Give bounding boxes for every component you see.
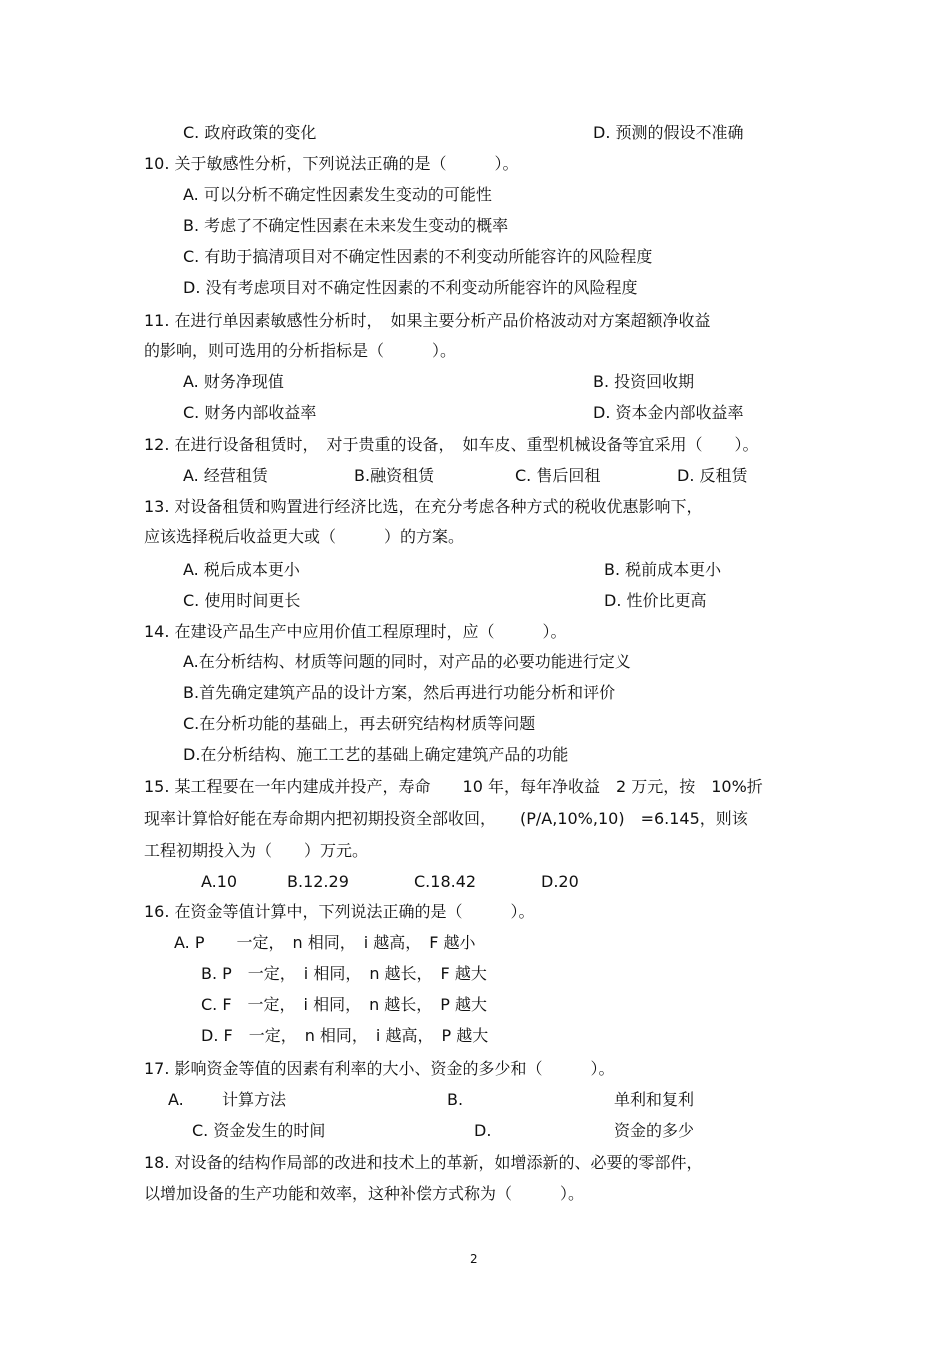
q10-option-a: A. 可以分析不确定性因素发生变动的可能性 (183, 185, 492, 204)
q13-stem-line2: 应该选择税后收益更大或（ ）的方案。 (144, 527, 465, 546)
q12-option-b: B.融资租赁 (354, 466, 435, 485)
q9-option-c: C. 政府政策的变化 (183, 123, 317, 142)
q10-option-b: B. 考虑了不确定性因素在未来发生变动的概率 (183, 216, 509, 235)
q17-option-b-text: 单利和复利 (614, 1090, 695, 1109)
q17-option-b-letter: B. (447, 1090, 464, 1109)
q16-option-b: B. P 一定， i 相同， n 越长， F 越大 (201, 964, 487, 983)
q17-option-a-letter: A. (168, 1090, 184, 1109)
q14-option-c: C.在分析功能的基础上，再去研究结构材质等问题 (183, 714, 536, 733)
page-number: 2 (470, 1252, 478, 1266)
q15-option-d: D.20 (541, 872, 579, 891)
q15-option-c: C.18.42 (414, 872, 477, 891)
q15-stem-line2: 现率计算恰好能在寿命期内把初期投资全部收回， (P/A,10%,10) =6.145，则该 (144, 809, 748, 828)
q12-option-c: C. 售后回租 (515, 466, 601, 485)
q9-option-d: D. 预测的假设不准确 (593, 123, 744, 142)
q12-option-d: D. 反租赁 (677, 466, 748, 485)
q16-option-d: D. F 一定， n 相同， i 越高， P 越大 (201, 1026, 489, 1045)
q10-option-d: D. 没有考虑项目对不确定性因素的不利变动所能容许的风险程度 (183, 278, 638, 297)
q15-option-b: B.12.29 (287, 872, 349, 891)
q15-stem-line3: 工程初期投入为（ ）万元。 (144, 841, 369, 860)
q13-option-a: A. 税后成本更小 (183, 560, 300, 579)
q13-option-b: B. 税前成本更小 (604, 560, 722, 579)
q12-option-a: A. 经营租赁 (183, 466, 268, 485)
q17-stem: 17. 影响资金等值的因素有利率的大小、资金的多少和（ ）。 (144, 1059, 615, 1078)
q18-stem-line1: 18. 对设备的结构作局部的改进和技术上的革新，如增添新的、必要的零部件， (144, 1153, 703, 1172)
q13-option-d: D. 性价比更高 (604, 591, 707, 610)
q14-option-b: B.首先确定建筑产品的设计方案，然后再进行功能分析和评价 (183, 683, 616, 702)
q11-stem-line2: 的影响，则可选用的分析指标是（ ）。 (144, 341, 457, 360)
q16-stem: 16. 在资金等值计算中，下列说法正确的是（ ）。 (144, 902, 535, 921)
q14-option-d: D.在分析结构、施工工艺的基础上确定建筑产品的功能 (183, 745, 569, 764)
q12-stem: 12. 在进行设备租赁时， 对于贵重的设备， 如车皮、重型机械设备等宜采用（ ）。 (144, 435, 759, 454)
q13-option-c: C. 使用时间更长 (183, 591, 301, 610)
q16-option-c: C. F 一定， i 相同， n 越长， P 越大 (201, 995, 488, 1014)
q17-option-d-text: 资金的多少 (614, 1121, 695, 1140)
q16-option-a: A. P 一定， n 相同， i 越高， F 越小 (174, 933, 476, 952)
q11-option-b: B. 投资回收期 (593, 372, 695, 391)
q10-stem: 10. 关于敏感性分析，下列说法正确的是（ ）。 (144, 154, 519, 173)
q11-option-c: C. 财务内部收益率 (183, 403, 317, 422)
q18-stem-line2: 以增加设备的生产功能和效率，这种补偿方式称为（ ）。 (144, 1184, 585, 1203)
q14-stem: 14. 在建设产品生产中应用价值工程原理时，应（ ）。 (144, 622, 567, 641)
q11-stem-line1: 11. 在进行单因素敏感性分析时， 如果主要分析产品价格波动对方案超额净收益 (144, 311, 711, 330)
q13-stem-line1: 13. 对设备租赁和购置进行经济比选，在充分考虑各种方式的税收优惠影响下， (144, 497, 703, 516)
q15-stem-line1: 15. 某工程要在一年内建成并投产，寿命 10 年，每年净收益 2 万元，按 10%折 (144, 777, 763, 796)
q10-option-c: C. 有助于搞清项目对不确定性因素的不利变动所能容许的风险程度 (183, 247, 653, 266)
q11-option-d: D. 资本金内部收益率 (593, 403, 744, 422)
q17-option-c: C. 资金发生的时间 (192, 1121, 326, 1140)
q11-option-a: A. 财务净现值 (183, 372, 284, 391)
q17-option-d-letter: D. (474, 1121, 492, 1140)
q15-option-a: A.10 (201, 872, 238, 891)
q14-option-a: A.在分析结构、材质等问题的同时，对产品的必要功能进行定义 (183, 652, 631, 671)
q17-option-a-text: 计算方法 (222, 1090, 287, 1109)
